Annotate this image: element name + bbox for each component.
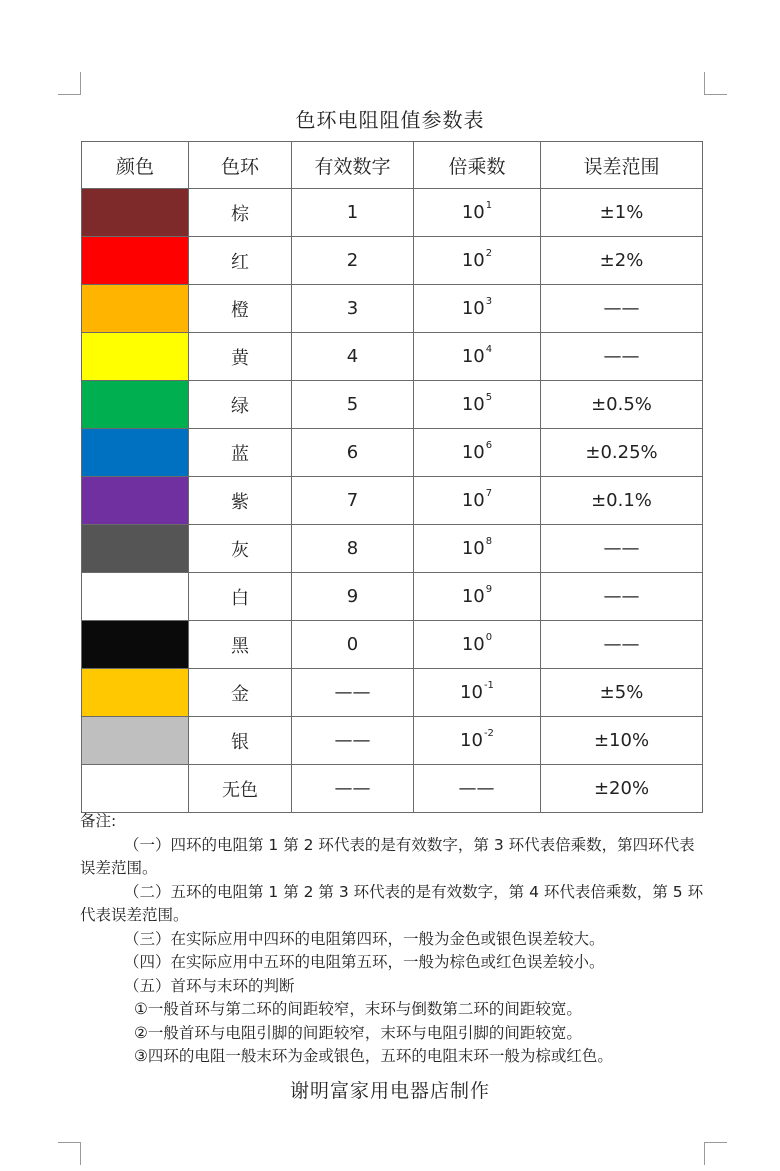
multiplier-base: 10: [460, 730, 483, 751]
digit-value: ——: [292, 717, 414, 765]
multiplier-exponent: 7: [485, 488, 493, 499]
color-swatch-cell: [82, 573, 189, 621]
multiplier-base: ——: [458, 778, 495, 799]
header-tolerance: 误差范围: [541, 142, 703, 189]
footer-credit: 谢明富家用电器店制作: [289, 1080, 490, 1102]
ring-name: 白: [189, 573, 292, 621]
multiplier-value: [414, 429, 541, 477]
color-swatch-cell: [82, 333, 189, 381]
color-swatch-cell: [82, 429, 189, 477]
ring-name: 棕: [189, 189, 292, 237]
multiplier-exponent: 8: [485, 536, 493, 547]
notes-heading: 备注:: [80, 812, 117, 830]
crop-mark-top-right: [704, 72, 727, 95]
tolerance-value: ±20%: [541, 765, 703, 813]
ring-name: 紫: [189, 477, 292, 525]
tolerance-value: ±0.1%: [541, 477, 703, 525]
multiplier-exponent: 4: [485, 344, 493, 355]
ring-name: 黄: [189, 333, 292, 381]
resistor-color-table: [81, 141, 703, 813]
crop-mark-top-left: [58, 72, 81, 95]
note-5-item-3: ③四环的电阻一般末环为金或银色，五环的电阻末环一般为棕或红色。: [134, 1047, 613, 1065]
color-swatch-cell: [82, 381, 189, 429]
header-ring: 色环: [189, 142, 292, 189]
table-row: [82, 621, 703, 669]
multiplier-exponent: -1: [483, 680, 494, 691]
multiplier-exponent: 5: [485, 392, 493, 403]
tolerance-value: ±0.25%: [541, 429, 703, 477]
color-swatch: [82, 621, 188, 668]
note-5-item-2: ②一般首环与电阻引脚的间距较窄，末环与电阻引脚的间距较宽。: [134, 1023, 582, 1042]
header-color: 颜色: [82, 142, 189, 189]
color-swatch-cell: [82, 765, 189, 813]
table-header-row: [82, 142, 703, 189]
tolerance-value: ±2%: [541, 237, 703, 285]
tolerance-value: ±0.5%: [541, 381, 703, 429]
tolerance-value: ——: [541, 285, 703, 333]
note-2: （二）五环的电阻第 1 第 2 第 3 环代表的是有效数字，第 4 环代表倍乘数，第 5 环代表误差范围。: [80, 882, 704, 924]
ring-name: 灰: [189, 525, 292, 573]
digit-value: ——: [292, 669, 414, 717]
digit-value: 8: [292, 525, 414, 573]
tolerance-value: ——: [541, 525, 703, 573]
multiplier-base: 10: [461, 490, 485, 511]
multiplier-base: 10: [461, 394, 485, 415]
multiplier-value: [414, 669, 541, 717]
color-swatch-cell: [82, 669, 189, 717]
digit-value: ——: [292, 765, 414, 813]
multiplier-value: [414, 621, 541, 669]
ring-name: 黑: [189, 621, 292, 669]
digit-value: 0: [292, 621, 414, 669]
table-row: [82, 525, 703, 573]
ring-name: 银: [189, 717, 292, 765]
multiplier-value: [414, 573, 541, 621]
table-row: [82, 717, 703, 765]
table-row: [82, 429, 703, 477]
ring-name: 红: [189, 237, 292, 285]
multiplier-base: 10: [461, 586, 485, 607]
color-swatch: [82, 333, 188, 380]
table-row: [82, 189, 703, 237]
color-swatch: [82, 525, 188, 572]
notes-section: [80, 810, 706, 1069]
color-swatch: [82, 429, 188, 476]
color-swatch: [82, 717, 188, 764]
ring-name: 橙: [189, 285, 292, 333]
color-swatch-cell: [82, 477, 189, 525]
multiplier-base: 10: [461, 538, 485, 559]
ring-name: 绿: [189, 381, 292, 429]
multiplier-base: 10: [461, 634, 485, 655]
tolerance-value: ——: [541, 573, 703, 621]
color-swatch: [82, 285, 188, 332]
multiplier-value: [414, 333, 541, 381]
multiplier-value: [414, 525, 541, 573]
tolerance-value: ±1%: [541, 189, 703, 237]
digit-value: 3: [292, 285, 414, 333]
multiplier-base: 10: [461, 202, 485, 223]
table-row: [82, 333, 703, 381]
multiplier-exponent: 3: [485, 296, 493, 307]
color-swatch: [82, 381, 188, 428]
digit-value: 1: [292, 189, 414, 237]
color-swatch: [82, 765, 188, 812]
digit-value: 6: [292, 429, 414, 477]
color-swatch: [82, 573, 188, 620]
ring-name: 无色: [189, 765, 292, 813]
header-digit: 有效数字: [292, 142, 414, 189]
table-row: [82, 381, 703, 429]
note-5-item-1: ①一般首环与第二环的间距较窄，末环与倒数第二环的间距较宽。: [134, 1000, 582, 1018]
tolerance-value: ±5%: [541, 669, 703, 717]
multiplier-value: [414, 285, 541, 333]
color-swatch-cell: [82, 525, 189, 573]
crop-mark-bottom-left: [58, 1142, 81, 1165]
ring-name: 金: [189, 669, 292, 717]
multiplier-base: 10: [461, 250, 485, 271]
multiplier-base: 10: [460, 682, 483, 703]
multiplier-exponent: 6: [485, 440, 493, 451]
crop-mark-bottom-right: [704, 1142, 727, 1165]
multiplier-value: [414, 237, 541, 285]
multiplier-value: [414, 477, 541, 525]
digit-value: 5: [292, 381, 414, 429]
multiplier-value: [414, 717, 541, 765]
note-5: （五）首环与末环的判断: [124, 976, 295, 995]
multiplier-base: 10: [461, 442, 485, 463]
color-swatch-cell: [82, 189, 189, 237]
note-4: （四）在实际应用中五环的电阻第五环，一般为棕色或红色误差较小。: [124, 953, 605, 971]
color-swatch: [82, 477, 188, 524]
multiplier-exponent: 1: [485, 200, 493, 211]
multiplier-exponent: 9: [485, 584, 493, 595]
color-swatch-cell: [82, 237, 189, 285]
ring-name: 蓝: [189, 429, 292, 477]
table-row: [82, 477, 703, 525]
multiplier-value: [414, 381, 541, 429]
color-swatch: [82, 189, 188, 236]
table-row: [82, 285, 703, 333]
multiplier-exponent: 0: [485, 632, 493, 643]
multiplier-base: 10: [461, 298, 485, 319]
multiplier-base: 10: [461, 346, 485, 367]
multiplier-value: [414, 765, 541, 813]
tolerance-value: ——: [541, 333, 703, 381]
multiplier-exponent: 2: [485, 248, 493, 259]
color-swatch: [82, 237, 188, 284]
multiplier-value: [414, 189, 541, 237]
color-swatch-cell: [82, 285, 189, 333]
table-row: [82, 573, 703, 621]
note-1: （一）四环的电阻第 1 第 2 环代表的是有效数字，第 3 环代表倍乘数，第四环代表误差范围。: [80, 835, 695, 877]
page-title: 色环电阻阻值参数表: [295, 108, 485, 132]
note-3: （三）在实际应用中四环的电阻第四环，一般为金色或银色误差较大。: [124, 929, 605, 948]
digit-value: 7: [292, 477, 414, 525]
table-row: [82, 237, 703, 285]
color-swatch-cell: [82, 621, 189, 669]
multiplier-exponent: -2: [483, 728, 494, 739]
color-swatch-cell: [82, 717, 189, 765]
table-row: [82, 765, 703, 813]
tolerance-value: ——: [541, 621, 703, 669]
header-multiplier: 倍乘数: [414, 142, 541, 189]
tolerance-value: ±10%: [541, 717, 703, 765]
color-swatch: [82, 669, 188, 716]
digit-value: 9: [292, 573, 414, 621]
table-row: [82, 669, 703, 717]
digit-value: 2: [292, 237, 414, 285]
digit-value: 4: [292, 333, 414, 381]
